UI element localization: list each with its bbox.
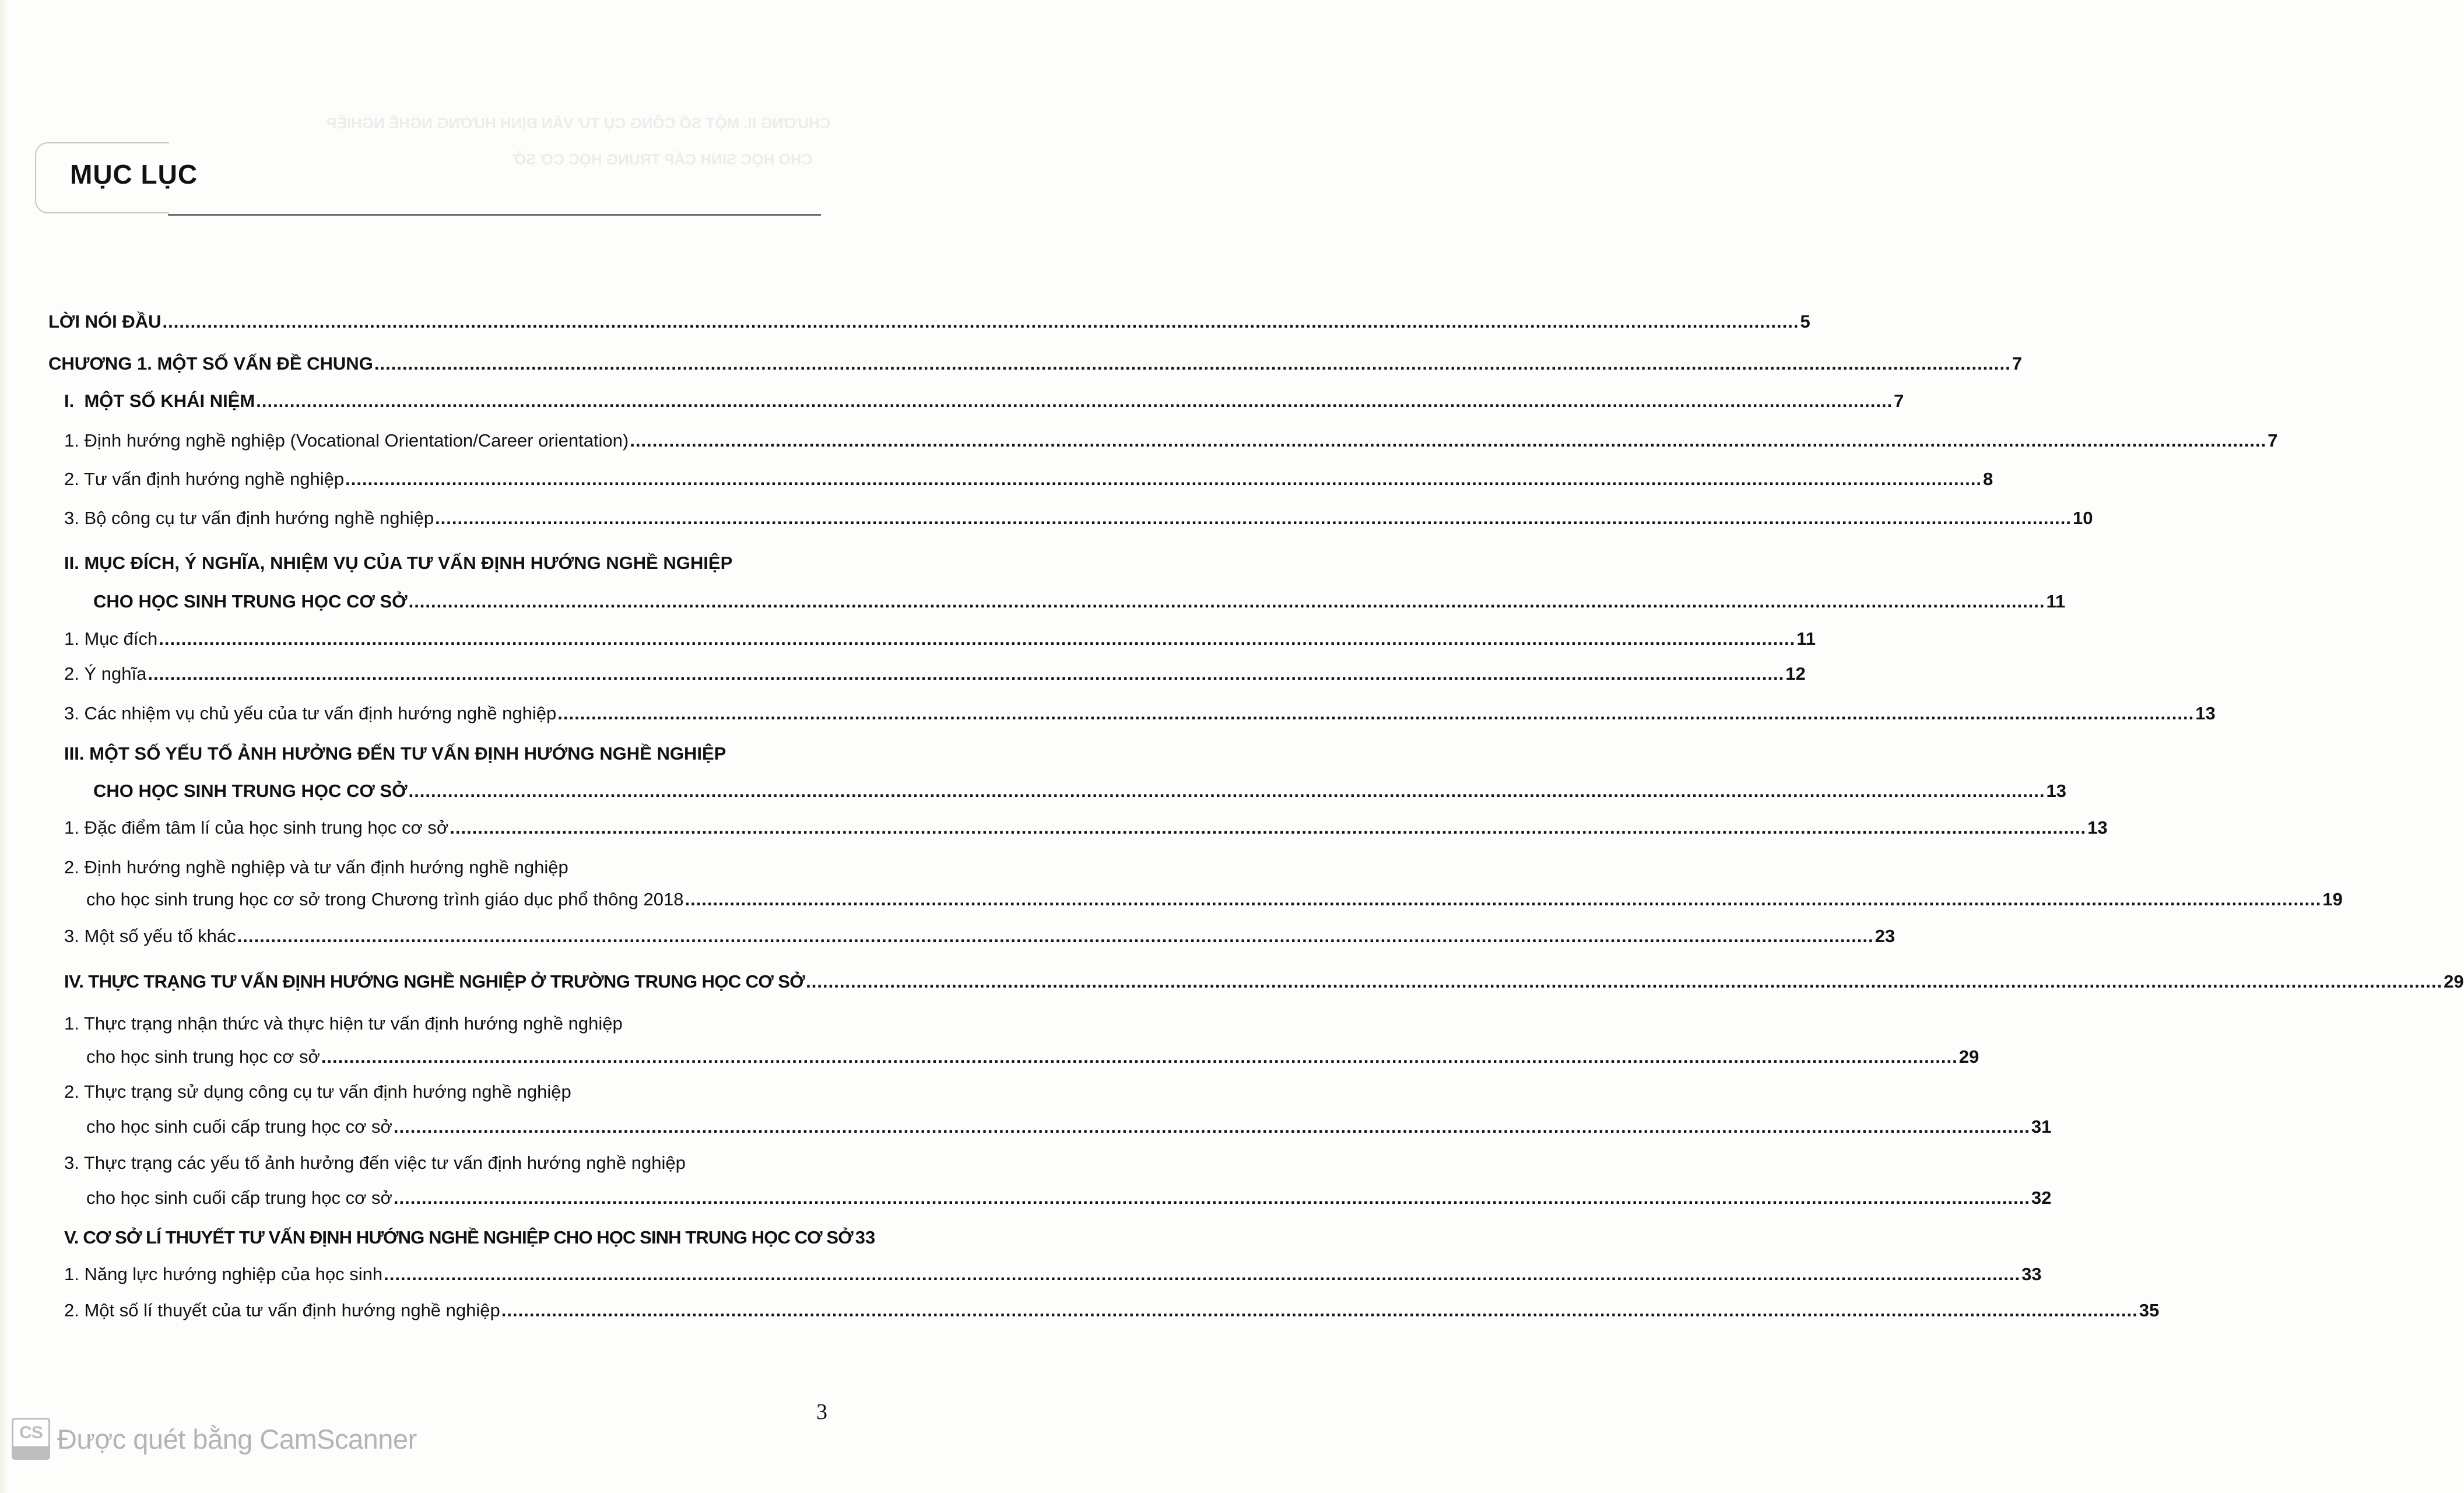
toc-entry-page: 5 (1800, 311, 1810, 332)
toc-entry[interactable] (93, 590, 2066, 613)
toc-entry-page: 35 (2139, 1300, 2160, 1320)
dot-leader: .................................................................................................................................................................................................................................................................................................... (557, 703, 2195, 723)
page-number: 3 (816, 1400, 827, 1424)
toc-entry-page: 8 (1983, 469, 1993, 489)
camscanner-watermark (12, 1418, 417, 1460)
toc-entry[interactable] (48, 310, 1810, 333)
toc-entry-title: cho học sinh cuối cấp trung học cơ sở (86, 1116, 392, 1137)
dot-leader: .................................................................................................................................................................................................................................................................................................... (237, 926, 1874, 946)
toc-entry-title: 1. Đặc điểm tâm lí của học sinh trung học cơ sở (64, 817, 449, 838)
dot-leader: .................................................................................................................................................................................................................................................................................................... (374, 353, 2011, 374)
dot-leader: .................................................................................................................................................................................................................................................................................................... (408, 591, 2045, 612)
camscanner-logo-icon (12, 1418, 50, 1460)
toc-entry-title: CHO HỌC SINH TRUNG HỌC CƠ SỞ (93, 781, 408, 801)
toc-entry-title-line1[interactable]: 2. Thực trạng sử dụng công cụ tư vấn định hướng nghề nghiệp (64, 1081, 571, 1102)
toc-entry-page: 13 (2087, 817, 2108, 838)
toc-entry[interactable] (86, 1045, 1979, 1069)
toc-entry-page: 31 (2031, 1116, 2052, 1137)
toc-entry[interactable] (64, 970, 2464, 993)
dot-leader: .................................................................................................................................................................................................................................................................................................... (162, 311, 1799, 332)
toc-entry[interactable] (64, 702, 2216, 725)
dot-leader: .................................................................................................................................................................................................................................................................................................... (806, 971, 2443, 992)
bleed-through-text: CHO HỌC SINH CẤP TRUNG HỌC CƠ SỞ (513, 150, 813, 168)
toc-entry-title: cho học sinh trung học cơ sở trong Chương trình giáo dục phổ thông 2018 (86, 889, 684, 909)
toc-entry-page: 33 (855, 1227, 876, 1248)
toc-entry[interactable] (86, 1186, 2052, 1210)
camscanner-logo-text: CS (13, 1420, 48, 1446)
dot-leader: .................................................................................................................................................................................................................................................................................................... (435, 508, 2072, 528)
toc-entry[interactable] (93, 779, 2066, 803)
toc-entry-page: 12 (1785, 663, 1806, 684)
toc-entry[interactable] (64, 627, 1816, 651)
dot-leader: .................................................................................................................................................................................................................................................................................................... (408, 781, 2045, 801)
toc-entry-title: 2. Tư vấn định hướng nghề nghiệp (64, 469, 345, 489)
dot-leader: .................................................................................................................................................................................................................................................................................................... (501, 1300, 2138, 1320)
watermark-text: Được quét bằng CamScanner (57, 1423, 417, 1455)
page-title: MỤC LỤC (70, 159, 198, 189)
toc-entry-title-line1[interactable]: 1. Thực trạng nhận thức và thực hiện tư vấn định hướng nghề nghiệp (64, 1013, 623, 1034)
toc-entry-title: 2. Ý nghĩa (64, 663, 147, 684)
dot-leader: .................................................................................................................................................................................................................................................................................................... (159, 628, 1796, 649)
toc-entry-title: 3. Các nhiệm vụ chủ yếu của tư vấn định hướng nghề nghiệp (64, 703, 557, 723)
toc-entry[interactable] (64, 1299, 2160, 1322)
toc-entry[interactable] (86, 1115, 2052, 1139)
bleed-through-text: CHƯƠNG II. MỘT SỐ CÔNG CỤ TƯ VẤN ĐỊNH HƯỚNG NGHỀ NGHIỆP (327, 114, 831, 132)
toc-entry-page: 29 (2444, 971, 2464, 992)
toc-entry-page: 7 (2012, 353, 2022, 374)
toc-entry-title: 2. Một số lí thuyết của tư vấn định hướng nghề nghiệp (64, 1300, 500, 1320)
toc-entry-title: 3. Một số yếu tố khác (64, 926, 236, 946)
toc-entry-title: 3. Bộ công cụ tư vấn định hướng nghề nghiệp (64, 508, 434, 528)
dot-leader: .................................................................................................................................................................................................................................................................................................... (345, 469, 1982, 489)
toc-entry[interactable] (64, 1263, 2042, 1286)
toc-entry-page: 19 (2322, 889, 2343, 909)
dot-leader: .................................................................................................................................................................................................................................................................................................... (393, 1116, 2030, 1137)
toc-entry-title: CHO HỌC SINH TRUNG HỌC CƠ SỞ (93, 591, 408, 612)
dot-leader: .................................................................................................................................................................................................................................................................................................... (321, 1046, 1958, 1067)
toc-entry-title: IV. THỰC TRẠNG TƯ VẤN ĐỊNH HƯỚNG NGHỀ NGHIỆP Ở TRƯỜNG TRUNG HỌC CƠ SỞ (64, 971, 805, 992)
toc-entry[interactable] (64, 925, 1896, 948)
toc-entry[interactable] (64, 816, 2108, 839)
toc-entry-title-line1[interactable]: III. MỘT SỐ YẾU TỐ ẢNH HƯỞNG ĐẾN TƯ VẤN ĐỊNH HƯỚNG NGHỀ NGHIỆP (64, 743, 726, 764)
toc-entry[interactable] (64, 1226, 876, 1249)
toc-entry[interactable] (64, 507, 2093, 530)
dot-leader: .................................................................................................................................................................................................................................................................................................... (630, 430, 2267, 451)
toc-entry-title: cho học sinh trung học cơ sở (86, 1046, 320, 1067)
toc-entry[interactable] (64, 468, 1993, 491)
toc-entry-title: I. MỘT SỐ KHÁI NIỆM (64, 391, 255, 411)
toc-entry-title: V. CƠ SỞ LÍ THUYẾT TƯ VẤN ĐỊNH HƯỚNG NGHỀ NGHIỆP CHO HỌC SINH TRUNG HỌC CƠ SỞ (64, 1227, 853, 1248)
toc-entry-title: 1. Năng lực hướng nghiệp của học sinh (64, 1264, 383, 1284)
toc-entry-page: 13 (2046, 781, 2066, 801)
toc-entry-page: 7 (1894, 391, 1904, 411)
toc-entry-title-line1[interactable]: II. MỤC ĐÍCH, Ý NGHĨA, NHIỆM VỤ CỦA TƯ VẤN ĐỊNH HƯỚNG NGHỀ NGHIỆP (64, 553, 733, 573)
toc-entry-title: CHƯƠNG 1. MỘT SỐ VẤN ĐỀ CHUNG (48, 353, 373, 374)
toc-entry-title: 1. Định hướng nghề nghiệp (Vocational Orientation/Career orientation) (64, 430, 629, 451)
dot-leader: .................................................................................................................................................................................................................................................................................................... (148, 663, 1785, 684)
toc-entry-title: cho học sinh cuối cấp trung học cơ sở (86, 1188, 392, 1208)
dot-leader: .................................................................................................................................................................................................................................................................................................... (256, 391, 1893, 411)
toc-entry-page: 13 (2195, 703, 2216, 723)
toc-entry-page: 32 (2031, 1188, 2052, 1208)
toc-entry-page: 11 (2046, 591, 2066, 612)
toc-entry-title-line1[interactable]: 3. Thực trạng các yếu tố ảnh hưởng đến việc tư vấn định hướng nghề nghiệp (64, 1153, 686, 1173)
dot-leader: .................................................................................................................................................................................................................................................................................................... (685, 889, 2322, 909)
toc-entry[interactable] (64, 662, 1806, 686)
toc-entry-page: 11 (1796, 628, 1816, 649)
toc-entry-page: 7 (2268, 430, 2278, 451)
toc-entry-title-line1[interactable]: 2. Định hướng nghề nghiệp và tư vấn định hướng nghề nghiệp (64, 857, 568, 877)
toc-entry-page: 23 (1875, 926, 1896, 946)
toc-entry[interactable] (86, 888, 2343, 911)
toc-entry-title: LỜI NÓI ĐẦU (48, 311, 162, 332)
dot-leader: .................................................................................................................................................................................................................................................................................................... (393, 1188, 2030, 1208)
toc-entry[interactable] (64, 429, 2278, 452)
toc-entry-page: 29 (1958, 1046, 1979, 1067)
toc-entry[interactable] (64, 389, 1904, 413)
toc-entry-title: 1. Mục đích (64, 628, 158, 649)
dot-leader: .................................................................................................................................................................................................................................................................................................... (450, 817, 2087, 838)
toc-entry-page: 10 (2073, 508, 2093, 528)
toc-entry[interactable] (48, 352, 2022, 375)
dot-leader: .................................................................................................................................................................................................................................................................................................... (384, 1264, 2021, 1284)
toc-entry-page: 33 (2021, 1264, 2042, 1284)
